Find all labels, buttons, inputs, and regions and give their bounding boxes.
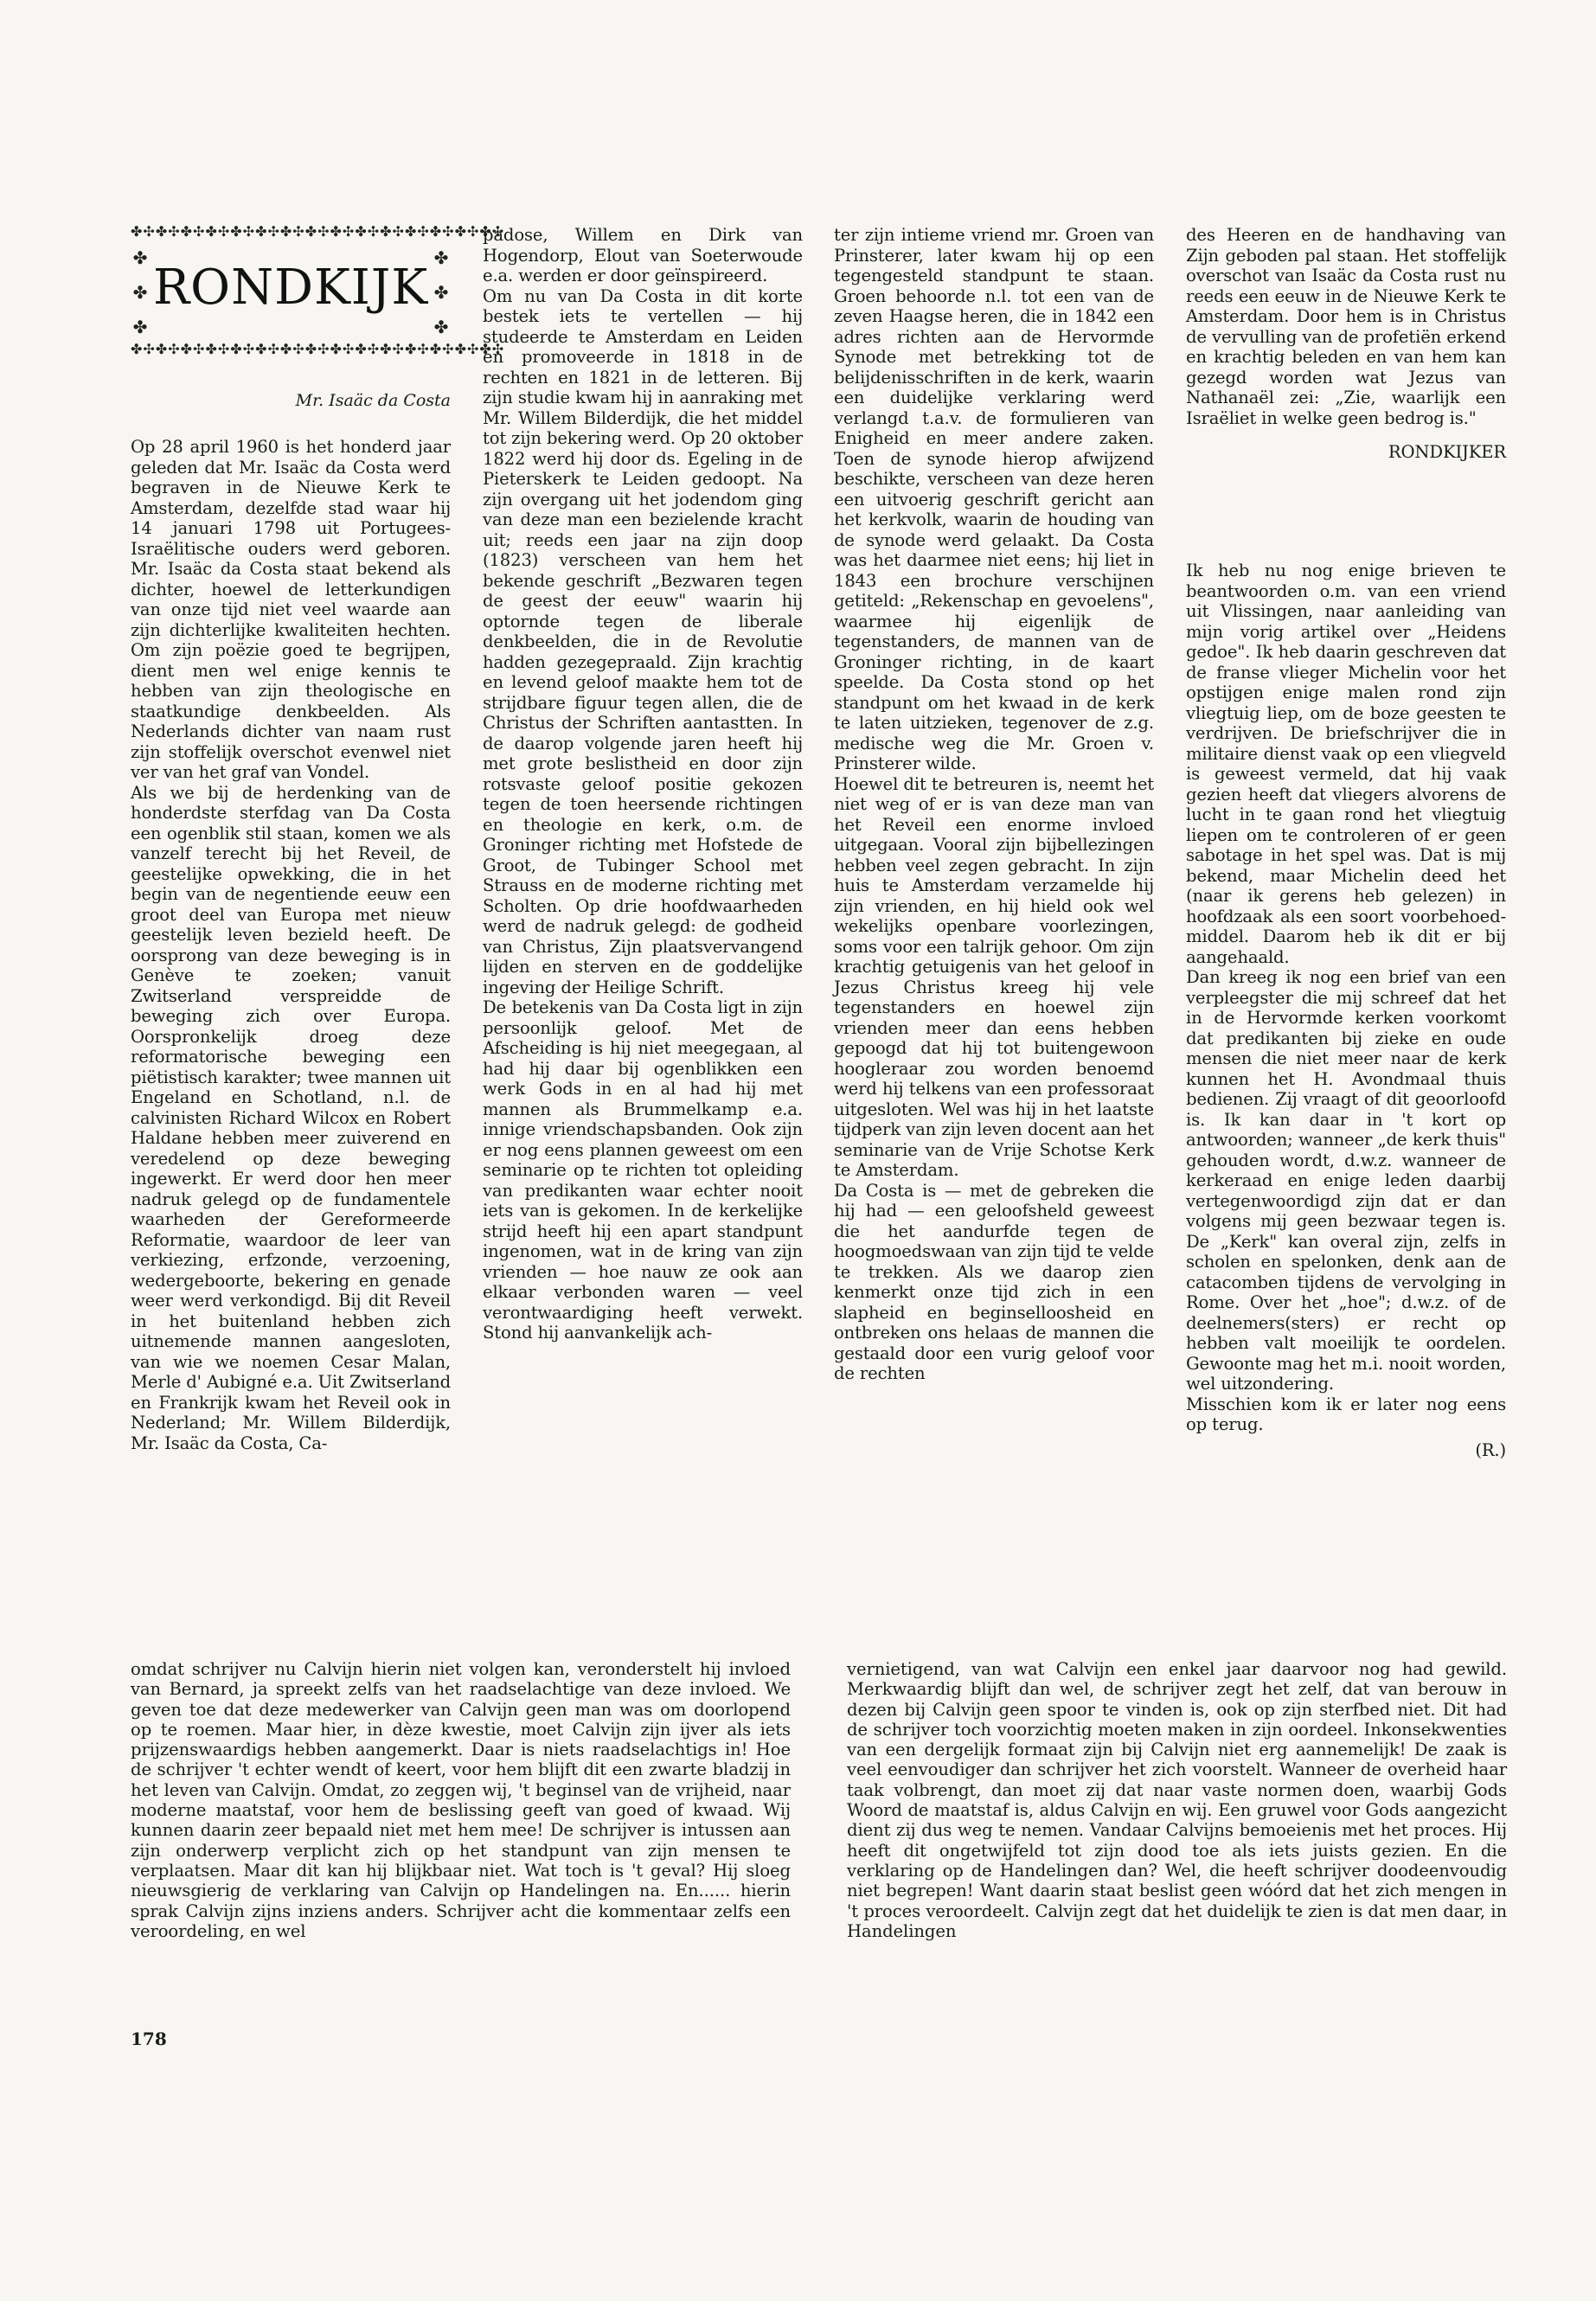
paragraph: Misschien kom ik er later nog eens op terug. [1186, 1394, 1506, 1434]
paragraph: Als we bij de herdenking van de honderdste sterfdag van Da Costa een ogenblik stil staan, komen we als vanzelf terecht bij het Reveil, de geestelijke opwekking, die in het begin van de negentiende eeuw een groot deel van Europa met nieuw geestelijk leven bezield heeft. De oorsprong van deze beweging is in Genève te zoeken; vanuit Zwitserland verspreidde de beweging zich over Europa. Oorspronkelijk droeg deze reformatorische beweging een piëtistisch karakter; twee mannen uit Engeland en Schotland, n.l. de calvinisten Richard Wilcox en Robert Haldane hebben meer zuiverend en veredelend op deze beweging ingewerkt. Er werd door hen meer nadruk gelegd op de fundamentele waarheden der Gereformeerde Reformatie, waardoor de leer van verkiezing, erfzonde, verzoening, wedergeboorte, bekering en genade weer werd verkondigd. Bij dit Reveil in het buitenland hebben zich uitnemende mannen aangesloten, van wie we noemen Cesar Malan, Merle d' Aubigné e.a. Uit Zwitserland en Frankrijk kwam het Reveil ook in Nederland; Mr. Willem Bilderdijk, Mr. Isaäc da Costa, Ca- [131, 782, 451, 1453]
paragraph: Op 28 april 1960 is het honderd jaar geleden dat Mr. Isaäc da Costa werd begraven in de Nieuwe Kerk te Amsterdam, dezelfde stad waar hij 14 januari 1798 uit Portugees-Israëlitische ouders werd geboren. Mr. Isaäc da Costa staat bekend als dichter, hoewel de letterkundigen van onze tijd niet veel waarde aan zijn dichterlijke kwaliteiten hechten. Om zijn poëzie goed te begrijpen, dient men wel enige kennis te hebben van zijn theologische en staatkundige denkbeelden. Als Nederlands dichter van naam rust zijn stoffelijk overschot evenwel niet ver van het graf van Vondel. [131, 437, 451, 782]
ornament-border-right [432, 247, 451, 337]
ornament-icon: ✤ [132, 247, 148, 268]
paragraph: Hoewel dit te betreuren is, neemt het niet weg of er is van deze man van het Reveil een enorme invloed uitgegaan. Vooral zijn bijbellezingen hebben veel zegen gebracht. In zijn huis te Amsterdam verzamelde hij zijn vrienden, en hij hield ook wel wekelijks openbare voorlezingen, soms voor een talrijk gehoor. Om zijn krachtig getuigenis van het geloof in Jezus Christus kreeg hij vele tegenstanders en hoewel zijn vrienden meer dan eens hebben gepoogd dat hij tot buitengewoon hoogleraar zou worden benoemd werd hij telkens van een professoraat uitgesloten. Wel was hij in het laatste tijdperk van zijn leven docent aan het seminarie van de Vrije Schotse Kerk te Amsterdam. [834, 773, 1154, 1180]
rondkijk-header [131, 223, 505, 360]
bottom-article-left: omdat schrijver nu Calvijn hierin niet volgen kan, veronderstelt hij invloed van Bernard, ja spreekt zelfs van het raadselachtige van deze invloed. We geven toe dat deze medewerker van Calvijn geen man was om doorlopend op te roemen. Maar hier, in dèze kwestie, moet Calvijn zijn ijver als iets prijzenswaardigs hebben aangemerkt. Daar is niets raadselachtigs in! Hoe de schrijver 't echter wendt of keert, voor hem blijft dit een zwarte bladzij in het leven van Calvijn. Omdat, zo zeggen wij, 't beginsel van de vrijheid, naar moderne maatstaf, voor hem de beslissing geeft van goed of kwaad. Wij kunnen daarin zeer bepaald niet met hem mee! De schrijver is intussen aan zijn onderwerp verplicht zich op het standpunt van zijn mensen te verplaatsen. Maar dit kan hij blijkbaar niet. Wat toch is 't geval? Hij sloeg nieuwsgierig de verklaring van Calvijn op Handelingen na. En...... hierin sprak Calvijn zijns inziens anders. Schrijver acht die kommentaar zelfs een veroordeling, en wel [131, 1659, 791, 1941]
ornament-icon: ✤ [433, 282, 449, 303]
paragraph: padose, Willem en Dirk van Hogendorp, Elout van Soeterwoude e.a. werden er door geïnspireerd. [483, 225, 803, 285]
letters-section [1186, 561, 1506, 1460]
paragraph: des Heeren en de handhaving van Zijn geboden pal staan. Het stoffelijk overschot van Isaäc da Costa rust nu reeds een eeuw in de Nieuwe Kerk te Amsterdam. Door hem is in Christus de vervulling van de profetiën erkend en krachtig beleden en van hem kan gezegd worden wat Jezus van Nathanaël zei: „Zie, waarlijk een Israëliet in welke geen bedrog is." [1186, 225, 1506, 428]
ornament-icon: ✤ [433, 247, 449, 268]
paragraph: Om nu van Da Costa in dit korte bestek iets te vertellen — hij studeerde te Amsterdam en Leiden en promoveerde in 1818 in de rechten en 1821 in de letteren. Bij zijn studie kwam hij in aanraking met Mr. Willem Bilderdijk, die het middel tot zijn bekering werd. Op 20 oktober 1822 werd hij door ds. Egeling in de Pieterskerk te Leiden gedoopt. Na zijn overgang uit het jodendom ging van deze man een bezielende kracht uit; reeds een jaar na zijn doop (1823) verscheen van hem het bekende geschrift „Bezwaren tegen de geest der eeuw" waarin hij optornde tegen de liberale denkbeelden, die in de Revolutie hadden gezegepraald. Zijn krachtig en levend geloof maakte hem tot de strijdbare figuur tegen allen, die de Christus der Schriften aantastten. In de daarop volgende jaren heeft hij met grote beslistheid en door zijn rotsvaste geloof positie gekozen tegen de toen heersende richtingen en theologie en kerk, o.m. de Groninger richting met Hofstede de Groot, de Tubinger School met Strauss en de moderne richting met Scholten. Op drie hoofdwaarheden werd de nadruk gelegd: de godheid van Christus, Zijn plaatsvervangend lijden en sterven en de goddelijke ingeving der Heilige Schrift. [483, 285, 803, 997]
ornament-border-left [131, 247, 150, 337]
article-subtitle: Mr. Isaäc da Costa [295, 391, 451, 410]
bottom-article-right: vernietigend, van wat Calvijn een enkel jaar daarvoor nog had gewild. Merkwaardig blijft dan wel, de schrijver zegt het zelf, dat van berouw in dezen bij Calvijn geen spoor te vinden is, ook op zijn sterfbed niet. Dit had de schrijver toch voorzichtig moeten maken in zijn oordeel. Inkonsekwenties van een dergelijk formaat zijn bij Calvijn niet erg aannemelijk! De zaak is veel eenvoudiger dan schrijver het zich voorstelt. Wanneer de overheid haar taak volbrengt, dan moet zij dat naar vaste normen doen, waarbij Gods Woord de maatstaf is, aldus Calvijn en wij. Een gruwel voor Gods aangezicht dient zij dus weg te nemen. Vandaar Calvijns bemoeienis met het proces. Hij heeft dit ongetwijfeld tot zijn dood toe als iets juists gezien. En die verklaring op de Handelingen dan? Wel, die heeft schrijver doodeenvoudig niet begrepen! Want daarin staat beslist geen wóórd dat het zich mengen in 't proces veroordeelt. Calvijn zegt dat het duidelijk te zien is dat men daar, in Handelingen [847, 1659, 1507, 1941]
ornament-border-bottom: ✤✣✤✣✤✣✤✣✤✣✤✣✤✣✤✣✤✣✤✣✤✣✤✣✤✣✤✣✤✣ [131, 341, 505, 357]
paragraph: Da Costa is — met de gebreken die hij had — een geloofsheld geweest die het aandurfde tegen de hoogmoedswaan van zijn tijd te velde te trekken. Als we daarop zien kenmerkt onze tijd zich in een slapheid en beginselloosheid en ontbreken ons helaas de mannen die gestaald door een vurig geloof voor de rechten [834, 1180, 1154, 1383]
ornament-icon: ✤ [433, 317, 449, 337]
column-title: RONDKIJK [153, 260, 429, 316]
article-column-4 [1186, 225, 1506, 463]
author-signature: RONDKIJKER [1388, 442, 1506, 462]
paragraph: Ik heb nu nog enige brieven te beantwoorden o.m. van een vriend uit Vlissingen, naar aanleiding van mijn vorig artikel over „Heidens gedoe". Ik heb daarin geschreven dat de franse vlieger Michelin voor het opstijgen enige malen rond zijn vliegtuig liep, om de boze geesten te verdrijven. De briefschrijver die in militaire dienst vaak op een vliegveld is geweest vermeld, dat hij vaak gezien heeft dat vliegers alvorens de lucht in te gaan rond het vliegtuig liepen om te controleren of er geen sabotage in het spel was. Dat is mij bekend, maar Michelin deed het (naar ik gerens heb gelezen) in hoofdzaak als een soort voorbehoed-middel. Daarom heb ik dit er bij aangehaald. [1186, 561, 1506, 967]
paragraph: De betekenis van Da Costa ligt in zijn persoonlijk geloof. Met de Afscheiding is hij niet meegegaan, al had hij daar bij ogenblikken een werk Gods in en al had hij met mannen als Brummelkamp e.a. innige vriendschapsbanden. Ook zijn er nog eens plannen geweest om een seminarie op te richten tot opleiding van predikanten waar echter nooit iets van is gekomen. In de kerkelijke strijd heeft hij een apart standpunt ingenomen, wat in de kring van zijn vrienden — hoe nauw ze ook aan elkaar verbonden waren — veel verontwaardiging heeft verwekt. Stond hij aanvankelijk ach- [483, 997, 803, 1343]
ornament-icon: ✤ [132, 317, 148, 337]
page-number: 178 [131, 2029, 167, 2049]
article-column-2 [483, 225, 803, 1343]
author-initials: (R.) [1475, 1439, 1506, 1460]
article-column-3 [834, 225, 1154, 1384]
ornament-icon: ✤ [132, 282, 148, 303]
ornament-border-top: ✤✣✤✣✤✣✤✣✤✣✤✣✤✣✤✣✤✣✤✣✤✣✤✣✤✣✤✣✤✣ [131, 223, 505, 240]
article-column-1 [131, 437, 451, 1453]
paragraph: Dan kreeg ik nog een brief van een verpleegster die mij schreef dat het in de Hervormde kerken voorkomt dat predikanten bij zieke en oude mensen die niet meer naar de kerk kunnen het H. Avondmaal thuis bedienen. Zij vraagt of dit geoorloofd is. Ik kan daar in 't kort op antwoorden; wanneer „de kerk thuis" gehouden wordt, d.w.z. wanneer de kerkeraad en enige leden daarbij vertegenwoordigd zijn dat er dan volgens mij geen bezwaar tegen is. De „Kerk" kan overal zijn, zelfs in scholen en spelonken, denk aan de catacomben tijdens de vervolging in Rome. Over het „hoe"; d.w.z. of de deelnemers(sters) er recht op hebben valt moeilijk te oordelen. Gewoonte mag het m.i. nooit worden, wel uitzondering. [1186, 967, 1506, 1394]
paragraph: ter zijn intieme vriend mr. Groen van Prinsterer, later kwam hij op een tegengesteld standpunt te staan. Groen behoorde n.l. tot een van de zeven Haagse heren, die in 1842 een adres richten aan de Hervormde Synode met betrekking tot de belijdenisschriften in de kerk, waarin een duidelijke verklaring werd verlangd t.a.v. de formulieren van Enigheid en meer andere zaken. Toen de synode hierop afwijzend beschikte, verscheen van deze heren een uitvoerig geschrift gericht aan het kerkvolk, waarin de houding van de synode werd gelaakt. Da Costa was het daarmee niet eens; hij liet in 1843 een brochure verschijnen getiteld: „Rekenschap en gevoelens", waarmee hij eigenlijk de tegenstanders, de mannen van de Groninger richting, in de kaart speelde. Da Costa stond op het standpunt om het kwaad in de kerk te laten uitzieken, tegenover de z.g. medische weg die Mr. Groen v. Prinsterer wilde. [834, 225, 1154, 773]
